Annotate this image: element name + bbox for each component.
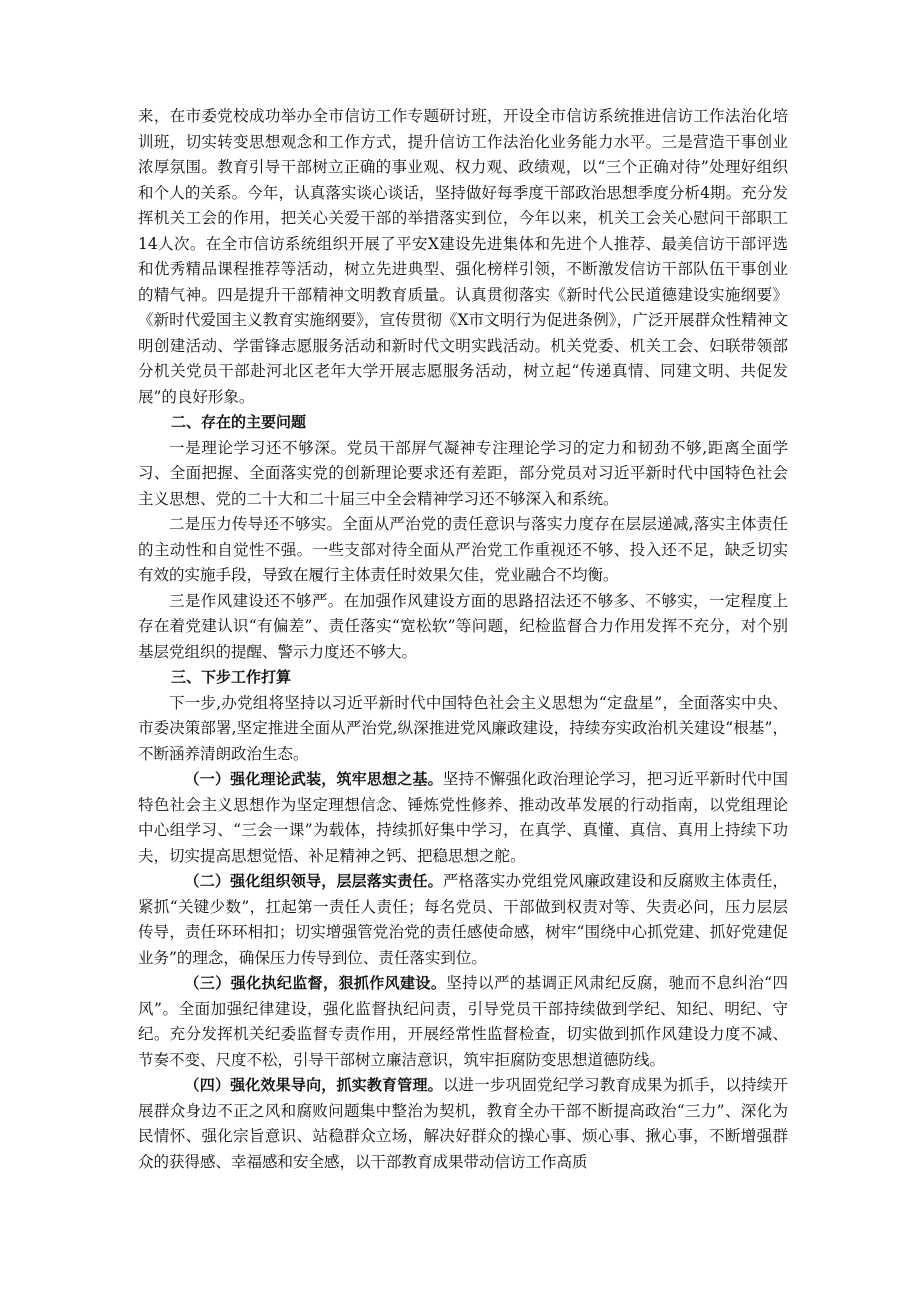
problem-paragraph-1: 一是理论学习还不够深。党员干部屏气凝神专注理论学习的定力和韧劲不够,距离全面学习、全面把握、全面落实党的创新理论要求还有差距，部分党员对习近平新时代中国特色社会主义思想、党的二十大和二十届三中全会精神学习还不够深入和系统。 — [138, 438, 788, 508]
section-heading-problems: 二、存在的主要问题 — [171, 413, 307, 431]
plan-paragraph-1 — [138, 767, 788, 869]
plan-title-3: （三）强化执纪监督，狠抓作风建设。 — [184, 974, 447, 992]
intro-paragraph: 来，在市委党校成功举办全市信访工作专题研讨班，开设全市信访系统推进信访工作法治化培训班，切实转变思想观念和工作方式，提升信访工作法治化业务能力水平。三是营造干事创业浓厚氛围。教育引导干部树立正确的事业观、权力观、政绩观，以“三个正确对待”处理好组织和个人的关系。今年，认真落实谈心谈话，坚持做好每季度干部政治思想季度分析4期。充分发挥机关工会的作用，把关心关爱干部的举措落实到位，今年以来，机关工会关心慰问干部职工14人次。在全市信访系统组织开展了平安X建设先进集体和先进个人推荐、最美信访干部评选和优秀精品课程推荐等活动，树立先进典型、强化榜样引领，不断激发信访干部队伍干事创业的精气神。四是提升干部精神文明教育质量。认真贯彻落实《新时代公民道德建设实施纲要》《新时代爱国主义教育实施纲要》，宣传贯彻《X市文明行为促进条例》，广泛开展群众性精神文明创建活动、学雷锋志愿服务活动和新时代文明实践活动。机关党委、机关工会、妇联带领部分机关党员干部赴河北区老年大学开展志愿服务活动，树立起“传递真情、同建文明、共促发展”的良好形象。 — [138, 107, 788, 406]
plan-paragraph-4 — [138, 1073, 788, 1175]
plan-body-4: 以进一步巩固党纪学习教育成果为抓手，以持续开展群众身边不正之风和腐败问题集中整治为契机，教育全办干部不断提高政治“三力”、深化为民情怀、强化宗旨意识、站稳群众立场，解决好群众的操心事、烦心事、揪心事，不断增强群众的获得感、幸福感和安全感，以干部教育成果带动信访工作高质 — [138, 1076, 788, 1171]
plan-body-2: 严格落实办党组党风廉政建设和反腐败主体责任，紧抓“关键少数”，扛起第一责任人责任；每名党员、干部做到权责对等、失责必问，压力层层传导，责任环环相扣；切实增强管党治党的责任感使命感，树牢“围绕中心抓党建、抓好党建促业务”的理念，确保压力传导到位、责任落实到位。 — [138, 872, 788, 967]
problem-paragraph-2: 二是压力传导还不够实。全面从严治党的责任意识与落实力度存在层层递减,落实主体责任的主动性和自觉性不强。一些支部对待全面从严治党工作重视还不够、投入还不足，缺乏切实有效的实施手段，导致在履行主体责任时效果欠佳，党业融合不均衡。 — [138, 515, 788, 584]
plan-paragraph-2 — [138, 869, 788, 971]
plan-title-1: （一）强化理论武装，筑牢思想之基。 — [184, 770, 443, 788]
plan-title-4: （四）强化效果导向，抓实教育管理。 — [184, 1076, 443, 1094]
document-page — [138, 104, 788, 1175]
problem-paragraph-3: 三是作风建设还不够严。在加强作风建设方面的思路招法还不够多、不够实，一定程度上存在着党建认识“有偏差”、责任落实“宽松软”等问题，纪检监督合力作用发挥不充分，对个别基层党组织的提醒、警示力度还不够大。 — [138, 591, 788, 661]
plan-body-3: 坚持以严的基调正风肃纪反腐，驰而不息纠治“四风”。全面加强纪律建设，强化监督执纪问责，引导党员干部持续做到学纪、知纪、明纪、守纪。充分发挥机关纪委监督专责作用，开展经常性监督检查，切实做到抓作风建设力度不减、节奏不变、尺度不松，引导干部树立廉洁意识，筑牢拒腐防变思想道德防线。 — [138, 974, 788, 1069]
section-heading-next-steps: 三、下步工作打算 — [171, 668, 292, 686]
plan-title-2: （二）强化组织领导，层层落实责任。 — [184, 872, 443, 890]
plan-paragraph-3 — [138, 971, 788, 1073]
next-steps-intro: 下一步,办党组将坚持以习近平新时代中国特色社会主义思想为“定盘星”，全面落实中央、市委决策部署,坚定推进全面从严治党,纵深推进党风廉政建设，持续夯实政治机关建设“根基”，不断涵养清朗政治生态。 — [138, 693, 788, 763]
plan-body-1: 坚持不懈强化政治理论学习，把习近平新时代中国特色社会主义思想作为坚定理想信念、锤炼党性修养、推动改革发展的行动指南，以党组理论中心组学习、“三会一课”为载体，持续抓好集中学习，在真学、真懂、真信、真用上持续下功夫，切实提高思想觉悟、补足精神之钙、把稳思想之舵。 — [138, 770, 788, 865]
